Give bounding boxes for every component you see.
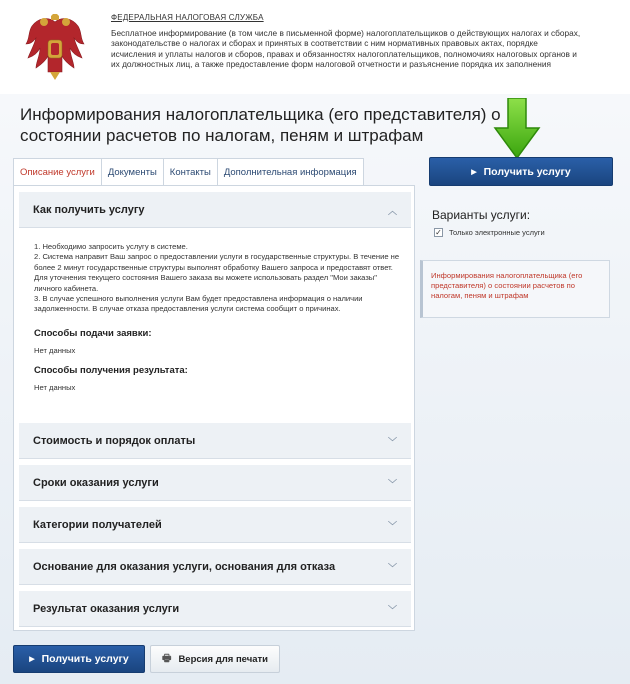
printer-icon: 🖶 [161, 652, 172, 664]
get-service-label: Получить услугу [483, 165, 571, 178]
chevron-down-icon: ﹀ [387, 479, 397, 489]
selected-variant-text: Информирования налогоплательщика (его представителя) о состоянии расчетов по налогам, пеням и штрафам [431, 271, 583, 300]
accordion-title: Сроки оказания услуги [33, 476, 159, 489]
submit-methods-heading: Способы подачи заявки: [34, 327, 152, 339]
accordion-header-terms[interactable] [19, 465, 411, 501]
green-arrow-down-icon [493, 98, 541, 160]
play-icon: ▶ [29, 656, 35, 663]
accordion-title: Стоимость и порядок оплаты [33, 434, 196, 447]
selected-variant-box[interactable] [420, 260, 610, 318]
only-electronic-checkbox[interactable]: ✓ [435, 228, 442, 237]
only-electronic-label: Только электронные услуги [449, 228, 545, 237]
chevron-down-icon: ﹀ [387, 437, 397, 447]
service-description-panel [13, 185, 415, 631]
tab-documents[interactable]: Документы [101, 158, 164, 186]
result-methods-value: Нет данных [34, 383, 76, 393]
variants-title: Варианты услуги: [432, 208, 531, 222]
accordion-body-how-to-get [34, 242, 404, 393]
step-1: 1. Необходимо запросить услугу в системе. [34, 242, 188, 251]
get-service-button-bottom[interactable] [13, 645, 145, 673]
accordion-header-recipients[interactable] [19, 507, 411, 543]
chevron-down-icon: ﹀ [387, 563, 397, 573]
russian-coat-of-arms-icon [24, 14, 86, 84]
get-service-button-top[interactable] [429, 157, 613, 186]
chevron-up-icon: ︿ [387, 206, 397, 216]
tab-additional-info[interactable]: Дополнительная информация [217, 158, 364, 186]
accordion-header-result[interactable] [19, 591, 411, 627]
accordion-title: Как получить услугу [33, 203, 145, 216]
accordion-header-cost[interactable] [19, 423, 411, 459]
page-title: Информирования налогоплательщика (его представителя) о состоянии расчетов по налогам, пеням и штрафам [20, 105, 501, 145]
header-description: Бесплатное информирование (в том числе в письменной форме) налогоплательщиков о действующих налогах и сборах, законодательстве о налогах и сборах и принятых в соответствии с ним нормативных правовых актах, порядке исчисления и уплаты налогов и сборов, правах и обязанностях налогоплательщиков, полномочиях налоговых органов и их должностных лиц, а также предоставление форм налоговой отчетности и разъяснение порядка их заполнения [111, 28, 581, 70]
accordion-title: Результат оказания услуги [33, 602, 180, 615]
tab-contacts[interactable]: Контакты [163, 158, 218, 186]
accordion-title: Основание для оказания услуги, основания для отказа [33, 560, 336, 573]
accordion-header-how-to-get[interactable] [19, 192, 411, 228]
get-service-label: Получить услугу [41, 653, 129, 665]
step-3: 3. В случае успешного выполнения услуги Вам будет предоставлена информация о наличии задолженности. В случае отказа предоставления услуги система сообщит о причинах. [34, 294, 363, 314]
site-header [0, 0, 630, 94]
only-electronic-filter[interactable] [434, 228, 545, 237]
tabs [13, 158, 363, 186]
step-2: 2. Система направит Ваш запрос о предоставлении услуги в государственные структуры. В течение не более 2 минут государственные структуры выполнят обработку Вашего запроса и предоставят ответ. Для уточнения текущего состояния Вашего заказа вы можете использовать раздел "Мои заказы" личного кабинета. [34, 252, 400, 293]
chevron-down-icon: ﹀ [387, 521, 397, 531]
tab-description[interactable]: Описание услуги [13, 158, 102, 186]
print-version-button[interactable] [150, 645, 280, 673]
print-version-label: Версия для печати [178, 653, 269, 665]
accordion-title: Категории получателей [33, 518, 162, 531]
agency-link[interactable]: ФЕДЕРАЛЬНАЯ НАЛОГОВАЯ СЛУЖБА [111, 13, 264, 22]
result-methods-heading: Способы получения результата: [34, 364, 188, 376]
submit-methods-value: Нет данных [34, 346, 76, 356]
chevron-down-icon: ﹀ [387, 605, 397, 615]
accordion-header-grounds[interactable] [19, 549, 411, 585]
play-icon: ▶ [471, 168, 477, 176]
